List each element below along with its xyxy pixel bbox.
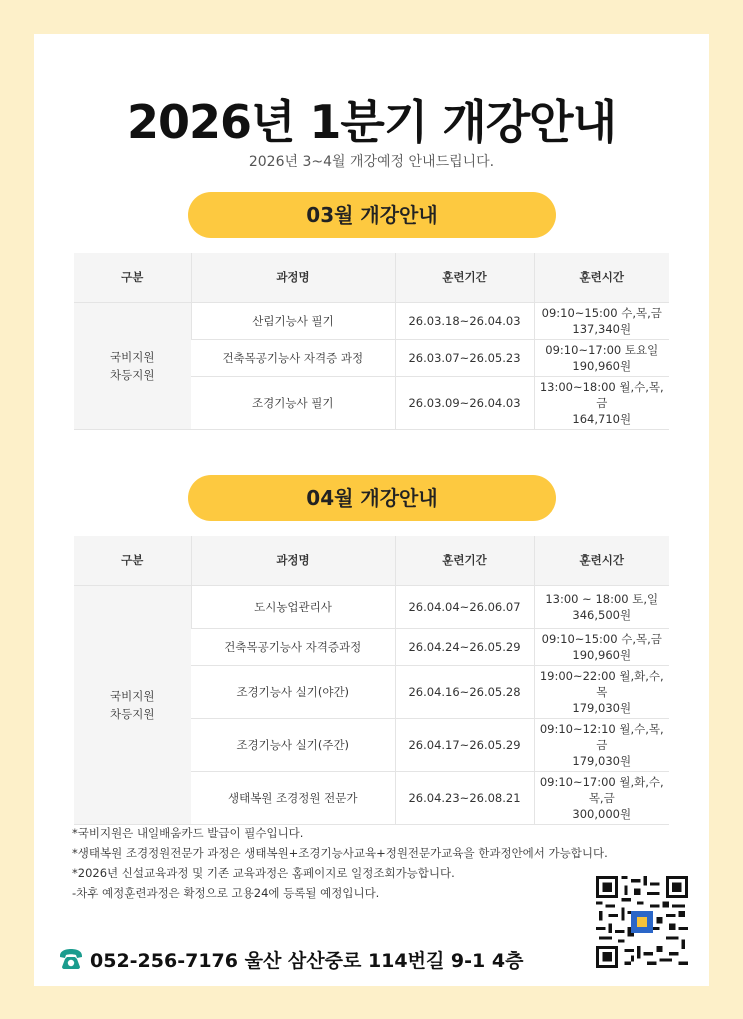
- column-header-course: 과정명: [191, 253, 395, 302]
- training-time: 09:10~17:00 월,화,수,목,금: [539, 774, 664, 805]
- training-time-cell: [534, 771, 669, 824]
- qr-code[interactable]: [596, 876, 688, 968]
- training-price: 346,500원: [572, 607, 632, 622]
- announcement-sheet: [34, 34, 709, 986]
- page-subtitle: 2026년 3~4월 개강예정 안내드립니다.: [248, 154, 495, 170]
- course-name: 조경기능사 실기(야간): [191, 665, 395, 718]
- training-time: 09:10~12:10 월,수,목,금: [539, 721, 664, 752]
- category-line: 국비지원: [110, 349, 155, 364]
- training-period: 26.04.24~26.05.29: [395, 628, 534, 665]
- training-time: 09:10~15:00 수,목,금: [541, 631, 662, 646]
- category-line: 국비지원: [110, 688, 155, 703]
- column-header-time: 훈련시간: [534, 253, 669, 302]
- phone-icon: [58, 947, 84, 971]
- training-time: 13:00 ~ 18:00 토,일: [545, 591, 659, 606]
- table-row: [74, 585, 669, 628]
- page-title: 2026년 1분기 개강안내: [126, 95, 617, 149]
- category-line: 차등지원: [110, 367, 155, 382]
- training-price: 179,030원: [572, 753, 632, 768]
- column-header-category: 구분: [74, 253, 191, 302]
- training-period: 26.04.04~26.06.07: [395, 585, 534, 628]
- training-time-cell: [534, 718, 669, 771]
- training-time: 09:10~17:00 토요일: [545, 342, 659, 357]
- training-price: 300,000원: [572, 806, 632, 821]
- note-line: *2026년 신설교육과정 및 기존 교육과정은 홈페이지로 일정조회가능합니다.: [72, 866, 455, 880]
- training-period: 26.03.07~26.05.23: [395, 339, 534, 376]
- contact-footer: [58, 944, 523, 974]
- training-price: 190,960원: [572, 358, 632, 373]
- training-period: 26.04.23~26.08.21: [395, 771, 534, 824]
- note-line: *생태복원 조경정원전문가 과정은 생태복원+조경기능사교육+정원전문가교육을 한과정안에서 가능합니다.: [72, 846, 608, 860]
- course-name: 조경기능사 필기: [191, 376, 395, 429]
- training-time: 19:00~22:00 월,화,수,목: [539, 668, 664, 699]
- training-time-cell: [534, 628, 669, 665]
- training-price: 190,960원: [572, 647, 632, 662]
- course-name: 조경기능사 실기(주간): [191, 718, 395, 771]
- training-period: 26.03.09~26.04.03: [395, 376, 534, 429]
- contact-info: 052-256-7176 울산 삼산중로 114번길 9-1 4층: [90, 949, 524, 972]
- march-schedule-table: [74, 253, 669, 430]
- training-time: 13:00~18:00 월,수,목,금: [539, 379, 664, 410]
- training-time-cell: [534, 339, 669, 376]
- column-header-period: 훈련기간: [395, 536, 534, 585]
- march-section-heading: 03월 개강안내: [188, 192, 556, 238]
- category-cell: [74, 302, 191, 429]
- course-name: 산림기능사 필기: [191, 302, 395, 339]
- table-header-row: [74, 536, 669, 585]
- course-name: 건축목공기능사 자격증 과정: [191, 339, 395, 376]
- course-name: 생태복원 조경정원 전문가: [191, 771, 395, 824]
- training-time-cell: [534, 376, 669, 429]
- table-row: [74, 302, 669, 339]
- note-line: *국비지원은 내일배움카드 발급이 필수입니다.: [72, 826, 304, 840]
- notes-block: [72, 823, 672, 903]
- april-section-heading: 04월 개강안내: [188, 475, 556, 521]
- table-header-row: [74, 253, 669, 302]
- category-cell: [74, 585, 191, 824]
- column-header-period: 훈련기간: [395, 253, 534, 302]
- column-header-time: 훈련시간: [534, 536, 669, 585]
- column-header-course: 과정명: [191, 536, 395, 585]
- april-schedule-table: [74, 536, 669, 825]
- course-name: 도시농업관리사: [191, 585, 395, 628]
- training-time-cell: [534, 665, 669, 718]
- column-header-category: 구분: [74, 536, 191, 585]
- training-period: 26.04.16~26.05.28: [395, 665, 534, 718]
- training-price: 137,340원: [572, 321, 632, 336]
- training-period: 26.03.18~26.04.03: [395, 302, 534, 339]
- training-time: 09:10~15:00 수,목,금: [541, 305, 662, 320]
- training-period: 26.04.17~26.05.29: [395, 718, 534, 771]
- note-line: -차후 예정훈련과정은 확정으로 고용24에 등록될 예정입니다.: [72, 886, 380, 900]
- training-price: 164,710원: [572, 411, 632, 426]
- training-time-cell: [534, 585, 669, 628]
- training-time-cell: [534, 302, 669, 339]
- category-line: 차등지원: [110, 706, 155, 721]
- training-price: 179,030원: [572, 700, 632, 715]
- course-name: 건축목공기능사 자격증과정: [191, 628, 395, 665]
